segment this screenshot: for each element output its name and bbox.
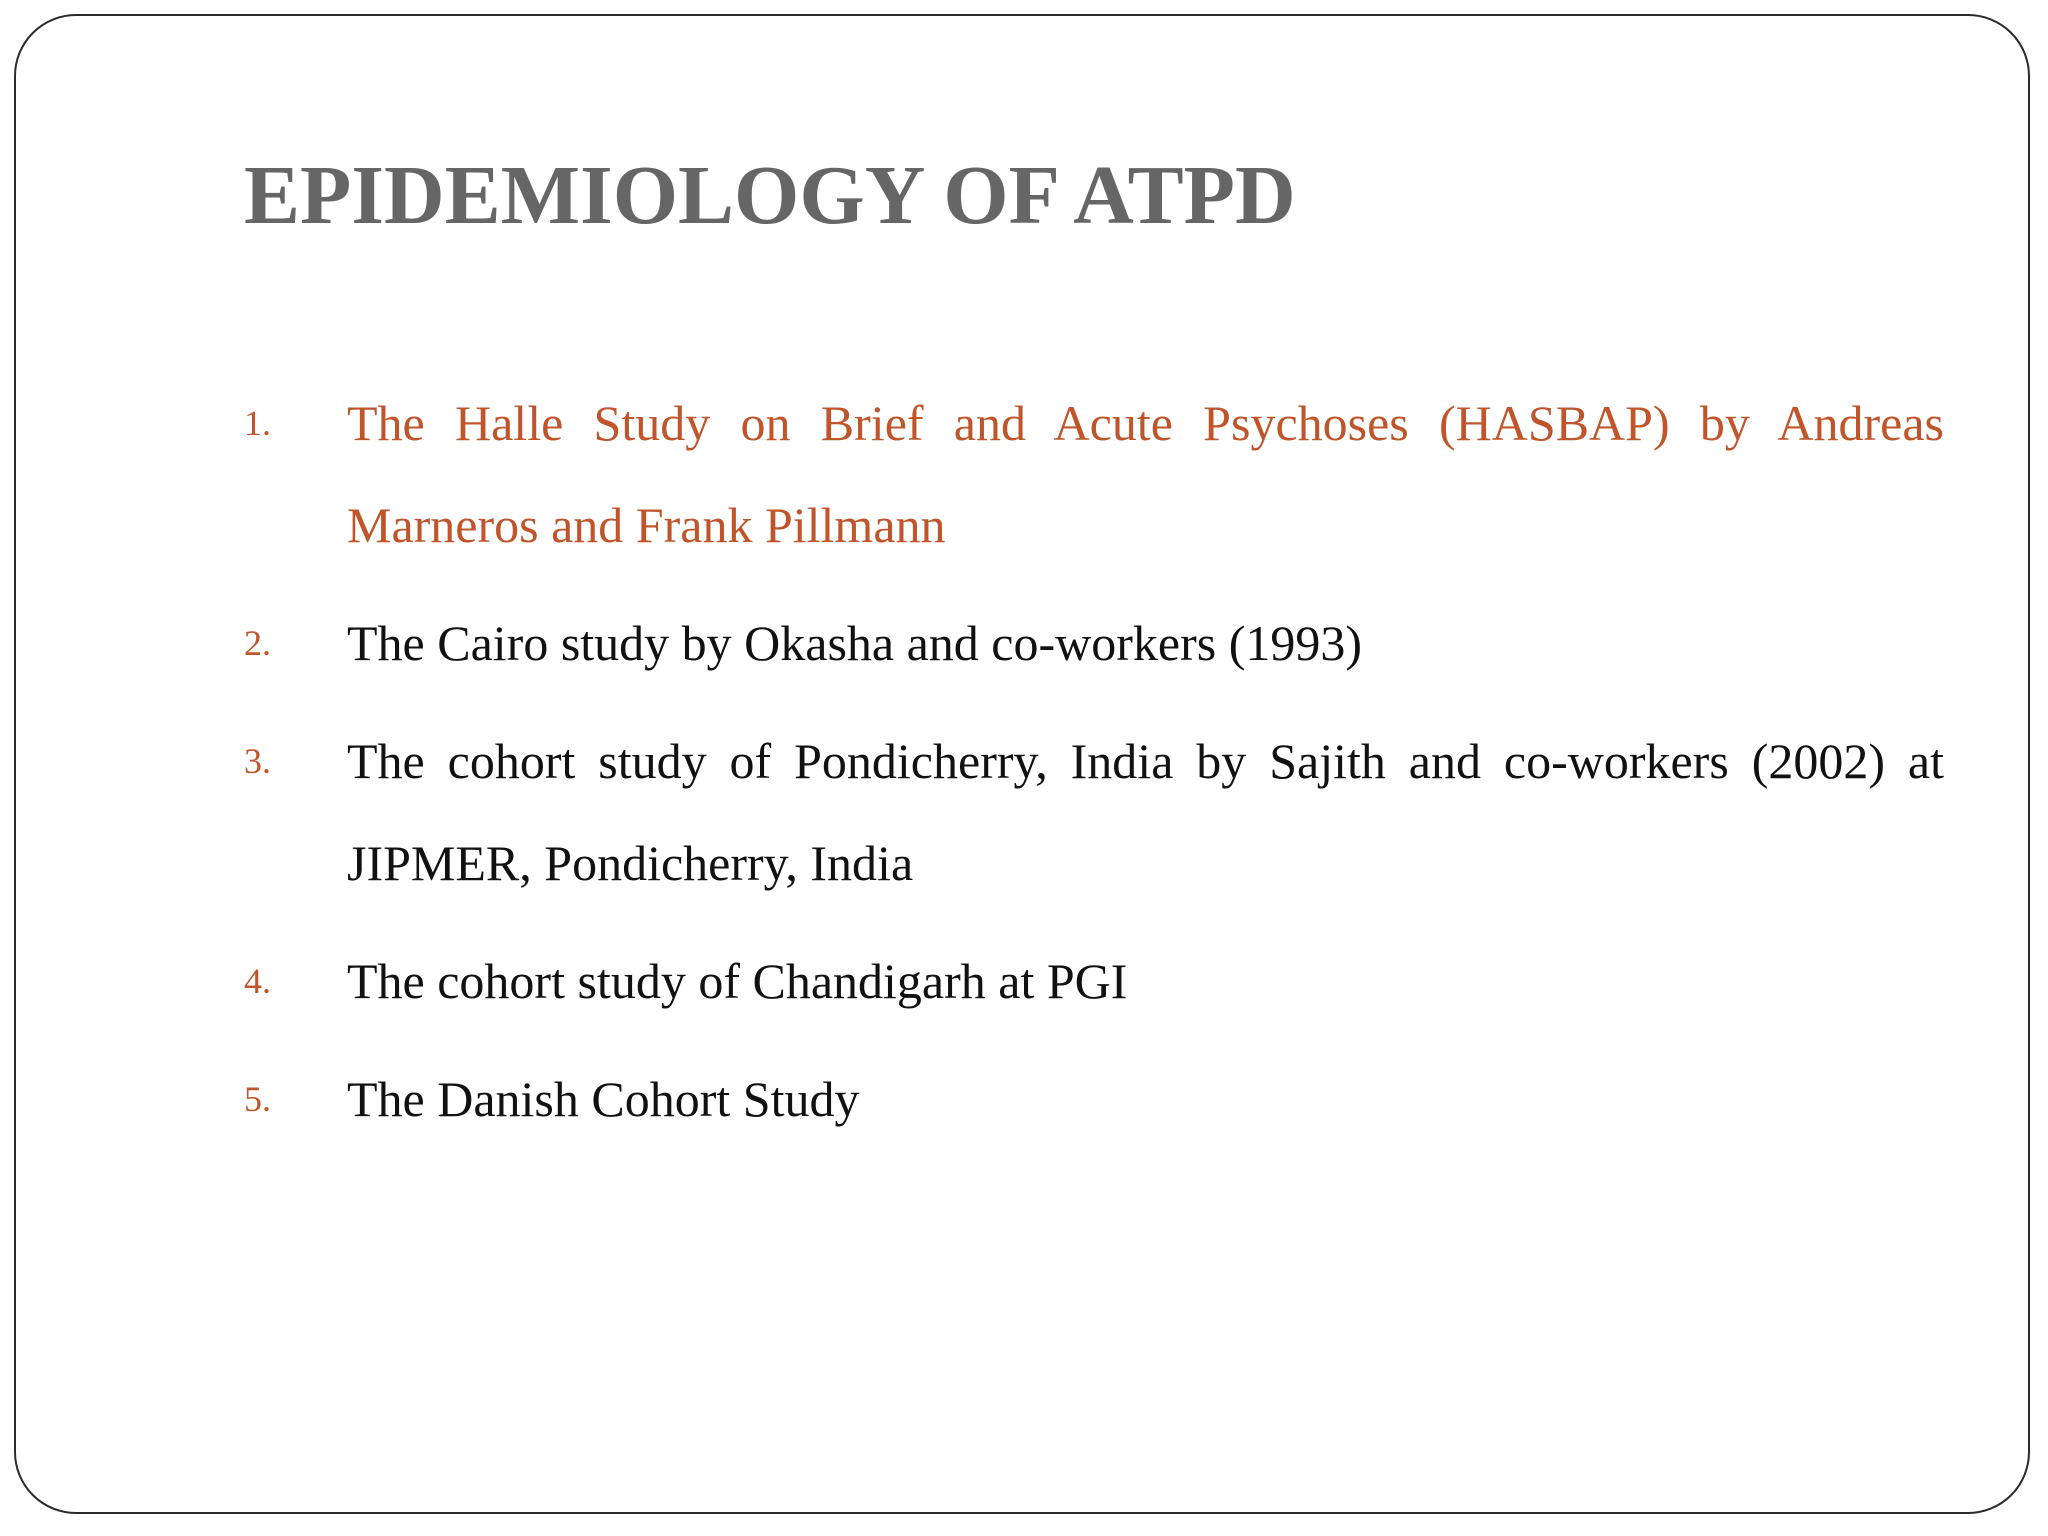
list-item-number: 2.	[244, 623, 271, 663]
list-item-text: The Danish Cohort Study	[347, 1071, 860, 1127]
list-item	[244, 1048, 1944, 1150]
list-item-text: The cohort study of Chandigarh at PGI	[347, 953, 1128, 1009]
list-item-number: 5.	[244, 1079, 271, 1119]
list-item	[244, 710, 1944, 914]
study-list	[244, 372, 1944, 1166]
list-item	[244, 592, 1944, 694]
slide-frame	[14, 14, 2030, 1514]
list-item-number: 4.	[244, 961, 271, 1001]
list-item-number: 1.	[244, 403, 271, 443]
list-item-text: The cohort study of Pondicherry, India by Sajith and co-workers (2002) at JIPMER, Pondicherry, India	[347, 733, 1944, 891]
list-item-text: The Halle Study on Brief and Acute Psychoses (HASBAP) by Andreas Marneros and Frank Pillmann	[347, 395, 1944, 553]
slide-title: EPIDEMIOLOGY OF ATPD	[244, 149, 1296, 242]
list-item	[244, 930, 1944, 1032]
list-item-number: 3.	[244, 741, 271, 781]
list-item-text: The Cairo study by Okasha and co-workers (1993)	[347, 615, 1363, 671]
list-item	[244, 372, 1944, 576]
